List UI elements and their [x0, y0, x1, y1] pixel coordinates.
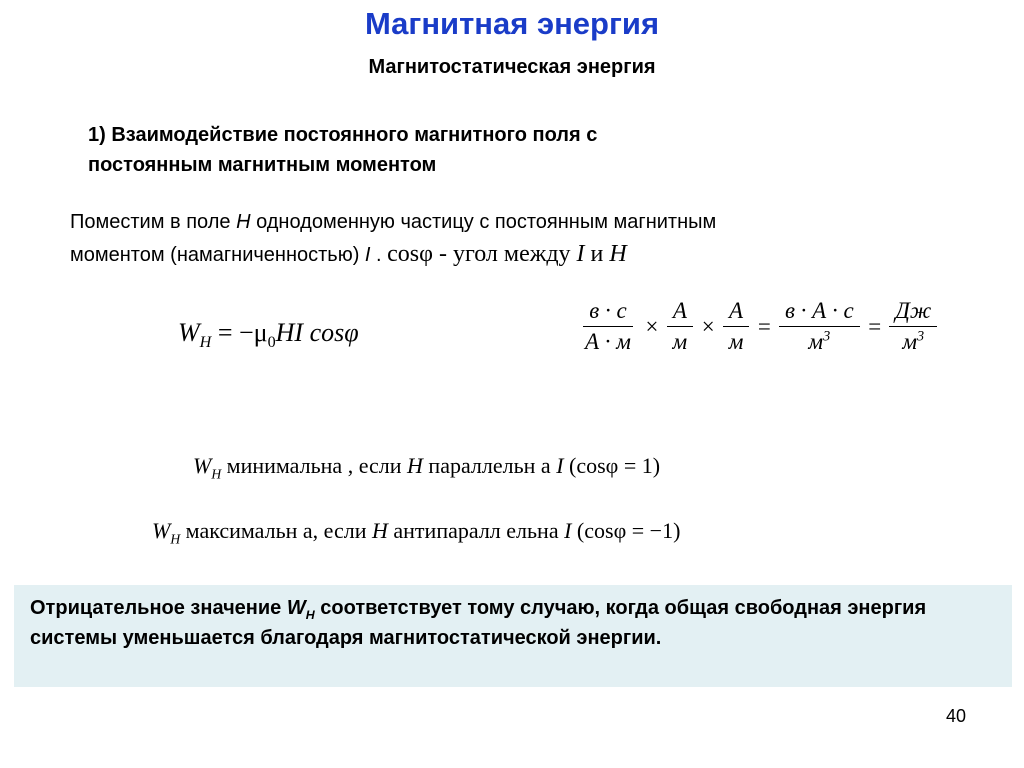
units-fraction-3: [723, 298, 750, 355]
condition-w-sub: H: [170, 531, 181, 547]
units-fraction-1: [579, 298, 637, 355]
condition-i: I: [556, 453, 564, 478]
fraction-denominator: [802, 327, 836, 355]
maximum-condition: [152, 518, 681, 547]
denominator-base: м: [808, 329, 824, 354]
fraction-numerator: А: [667, 298, 693, 327]
intro-symbol-h: H: [236, 211, 251, 233]
note-text: Отрицательное значение: [30, 597, 287, 619]
formula-rhs: = −μ: [211, 318, 268, 347]
condition-w-sub: H: [211, 466, 222, 482]
note-text: соответствует тому случаю, когда общая свободная энергия системы уменьшается благодаря магнитостатической энергии.: [30, 597, 927, 649]
intro-line-2: [70, 238, 716, 271]
intro-text: Поместим в поле: [70, 211, 237, 233]
intro-and: и: [584, 241, 610, 267]
fraction-denominator: [896, 327, 930, 355]
condition-text: минимальна , если: [221, 453, 408, 478]
section-heading: [88, 120, 597, 180]
note-w-sub: H: [305, 608, 315, 622]
denominator-exponent: 3: [823, 328, 831, 345]
equals-operator: =: [866, 313, 883, 339]
equals-operator: =: [756, 313, 772, 339]
condition-w: W: [193, 453, 212, 478]
section-heading-line-1: 1) Взаимодействие постоянного магнитного поля с: [88, 124, 598, 146]
fraction-numerator: Дж: [889, 298, 937, 327]
condition-w: W: [152, 518, 171, 543]
intro-symbol-i: I: [364, 244, 371, 266]
units-fraction-4: [779, 298, 860, 355]
intro-math-i: I: [576, 241, 585, 267]
intro-text: .: [370, 244, 388, 266]
units-formula: [575, 298, 941, 355]
condition-text: максимальн а, если: [180, 518, 372, 543]
minimum-condition: [193, 453, 661, 482]
times-operator: ×: [643, 313, 660, 339]
condition-h: H: [407, 453, 423, 478]
page-number: 40: [945, 706, 966, 726]
formula-w-sub: H: [199, 334, 212, 352]
denominator-exponent: 3: [917, 328, 925, 345]
note-w: W: [286, 597, 306, 619]
energy-formula: [178, 318, 359, 352]
denominator-base: м: [902, 329, 918, 354]
fraction-numerator: в · А · с: [779, 298, 860, 327]
formula-mu-sub: 0: [267, 334, 276, 352]
conclusion-note: [14, 585, 1012, 687]
times-operator: ×: [700, 313, 716, 339]
fraction-denominator: А · м: [585, 329, 631, 354]
formula-w: W: [178, 318, 200, 347]
intro-line-1: [70, 206, 716, 238]
condition-i: I: [564, 518, 572, 543]
units-fraction-5: [889, 298, 937, 355]
condition-text: параллельн а: [422, 453, 557, 478]
fraction-denominator: м: [672, 329, 688, 354]
fraction-denominator: м: [728, 329, 744, 354]
condition-text: антипаралл ельна: [387, 518, 565, 543]
condition-cos: (cosφ = −1): [571, 518, 681, 543]
fraction-numerator: в · с: [583, 298, 632, 327]
intro-paragraph: [70, 206, 716, 271]
intro-math-h: H: [609, 241, 627, 267]
section-heading-line-2: постоянным магнитным моментом: [88, 154, 437, 176]
fraction-numerator: А: [723, 298, 749, 327]
intro-angle-text: - угол между: [433, 241, 577, 267]
intro-text: моментом (намагниченностью): [70, 244, 365, 266]
condition-h: H: [372, 518, 388, 543]
slide-title: Магнитная энергия: [364, 6, 660, 41]
intro-math: [387, 241, 627, 267]
units-fraction-2: [667, 298, 694, 355]
formula-rhs-rest: HI cosφ: [275, 318, 359, 347]
condition-cos: (cosφ = 1): [563, 453, 661, 478]
intro-text: однодоменную частицу с постоянным магнитным: [250, 211, 717, 233]
intro-cos-phi: cosφ: [387, 241, 433, 267]
slide-subtitle: Магнитостатическая энергия: [368, 56, 656, 78]
